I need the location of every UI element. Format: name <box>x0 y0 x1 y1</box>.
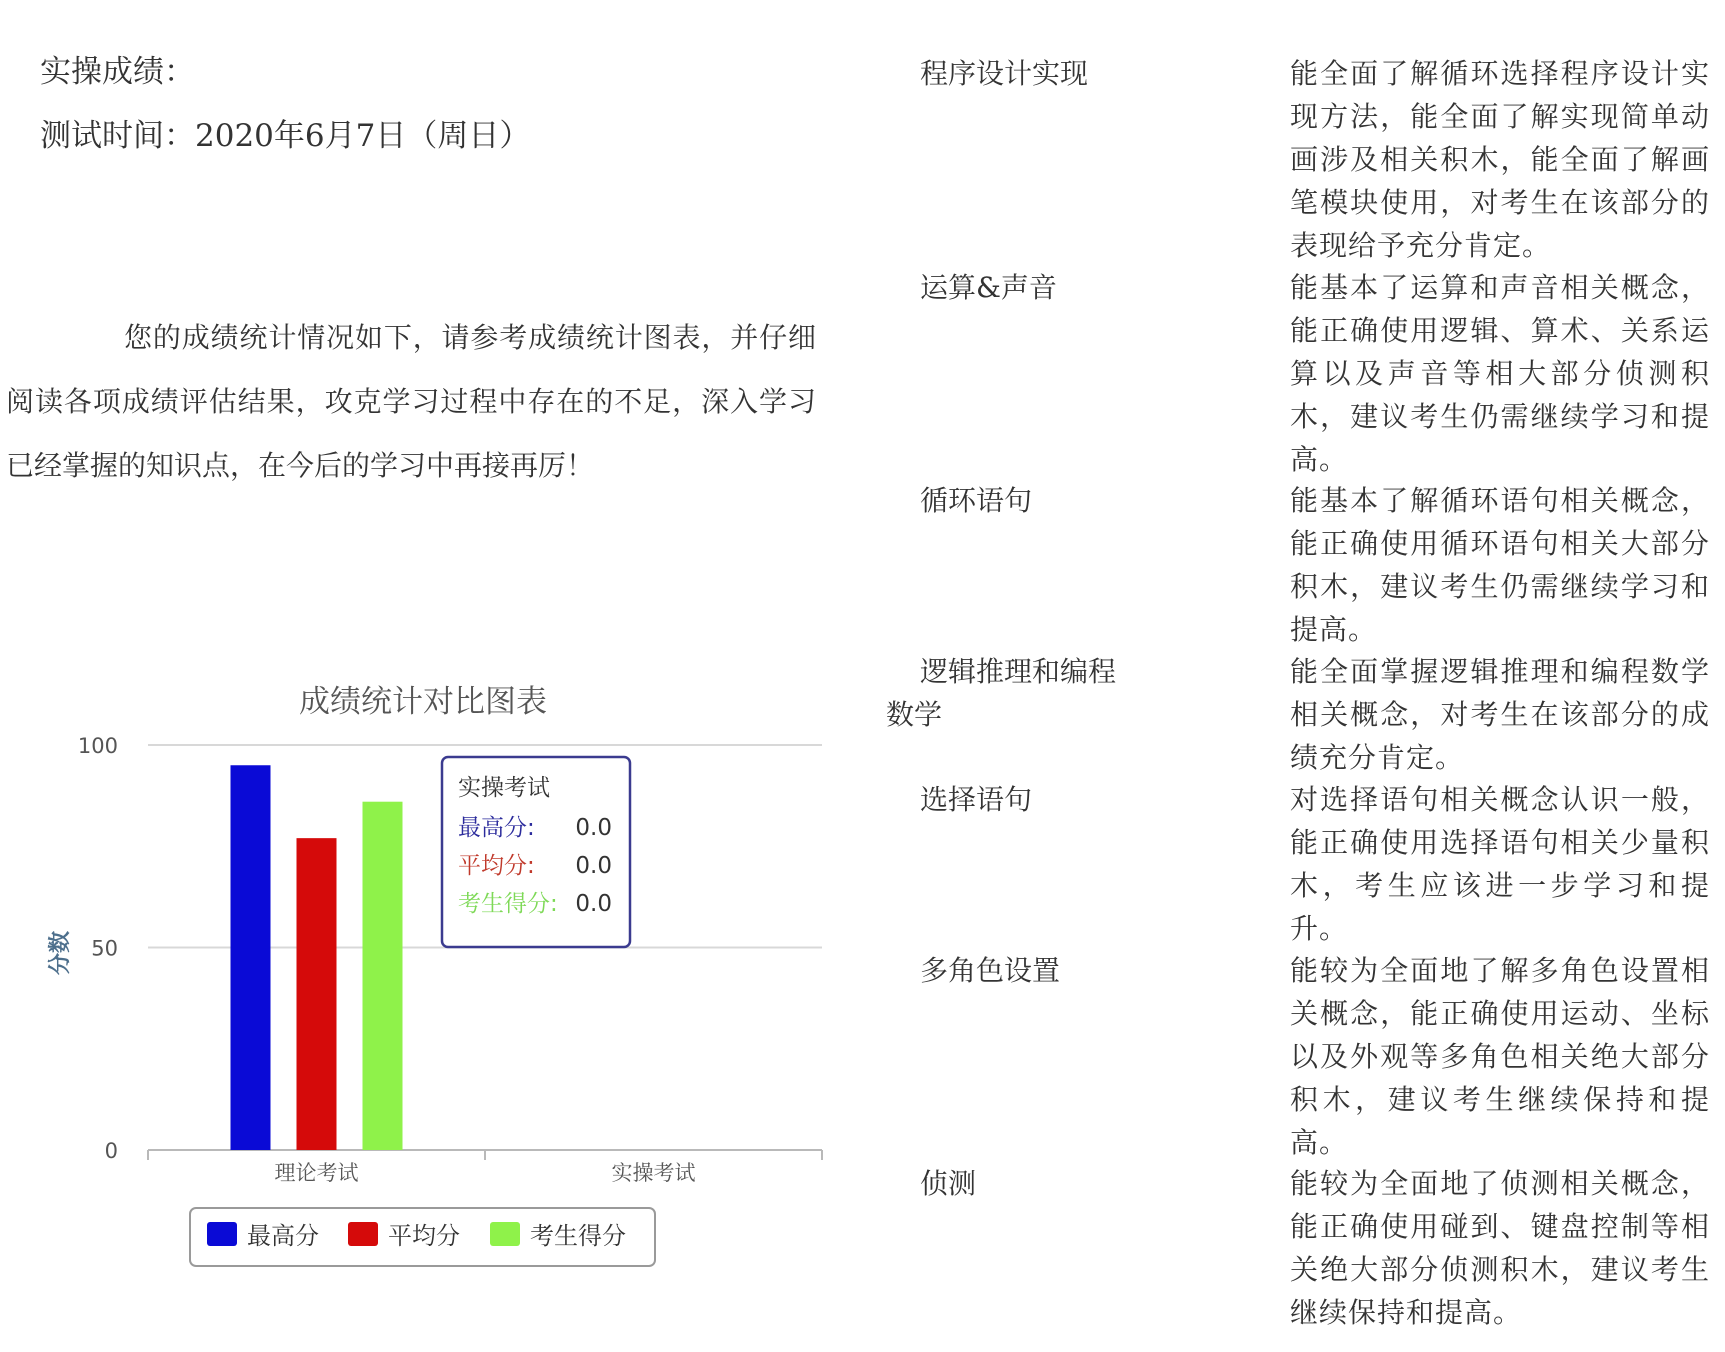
bar <box>231 765 271 1150</box>
legend-item: 平均分 <box>388 1222 460 1250</box>
assessment-topic: 循环语句 <box>920 484 1033 517</box>
score-comparison-chart <box>30 670 840 1285</box>
legend-swatch <box>207 1222 237 1246</box>
legend-swatch <box>490 1222 520 1246</box>
assessment-description: 能基本了解循环语句相关概念，能正确使用循环语句相关大部分积木，建议考生仍需继续学习和提高。 <box>1290 484 1710 646</box>
test-time: 测试时间：2020年6月7日（周日） <box>40 118 531 154</box>
assessment-topic: 侦测 <box>920 1167 977 1200</box>
legend-swatch <box>348 1222 378 1246</box>
assessment-description: 能较为全面地了侦测相关概念，能正确使用碰到、键盘控制等相关绝大部分侦测积木，建议考生继续保持和提高。 <box>1290 1167 1710 1329</box>
tooltip-label: 平均分: <box>458 853 535 879</box>
assessment-description: 对选择语句相关概念认识一般，能正确使用选择语句相关少量积木，考生应该进一步学习和提升。 <box>1290 783 1710 945</box>
y-tick-label: 50 <box>91 936 118 961</box>
tooltip <box>442 757 630 947</box>
legend-item: 最高分 <box>247 1222 319 1250</box>
legend-item: 考生得分 <box>530 1222 626 1250</box>
intro-paragraph: 您的成绩统计情况如下，请参考成绩统计图表，并仔细阅读各项成绩评估结果，攻克学习过程中存在的不足，深入学习已经掌握的知识点，在今后的学习中再接再厉！ <box>6 321 816 482</box>
tooltip-title: 实操考试 <box>458 775 550 801</box>
assessment-description: 能全面掌握逻辑推理和编程数学相关概念，对考生在该部分的成绩充分肯定。 <box>1290 655 1710 774</box>
assessment-description: 能基本了运算和声音相关概念，能正确使用逻辑、算术、关系运算以及声音等相大部分侦测积木，建议考生仍需继续学习和提高。 <box>1290 271 1710 476</box>
x-tick-label: 理论考试 <box>274 1161 359 1185</box>
assessment-topic: 程序设计实现 <box>920 57 1089 90</box>
assessment-topic: 逻辑推理和编程数学 <box>886 655 1117 731</box>
tooltip-value: 0.0 <box>575 891 612 917</box>
tooltip-label: 最高分: <box>458 815 535 841</box>
assessment-topic: 多角色设置 <box>920 954 1061 987</box>
tooltip-label: 考生得分: <box>458 891 558 917</box>
bar <box>363 802 403 1150</box>
score-heading: 实操成绩： <box>40 54 195 90</box>
y-tick-label: 100 <box>77 734 118 758</box>
bars <box>231 765 403 1150</box>
assessment-topic: 运算&声音 <box>920 271 1057 304</box>
bar <box>297 838 337 1150</box>
y-tick-label: 0 <box>104 1139 118 1163</box>
assessment-topic: 选择语句 <box>920 783 1033 816</box>
chart-title: 成绩统计对比图表 <box>299 684 547 720</box>
assessment-description: 能全面了解循环选择程序设计实现方法，能全面了解实现简单动画涉及相关积木，能全面了解画笔模块使用，对考生在该部分的表现给予充分肯定。 <box>1290 57 1710 262</box>
x-tick-label: 实操考试 <box>611 1161 696 1185</box>
tooltip-value: 0.0 <box>575 815 612 841</box>
assessment-description: 能较为全面地了解多角色设置相关概念，能正确使用运动、坐标以及外观等多角色相关绝大部分积木，建议考生继续保持和提高。 <box>1290 954 1710 1159</box>
legend[interactable] <box>190 1208 655 1266</box>
tooltip-value: 0.0 <box>575 853 612 879</box>
y-axis-label: 分数 <box>48 930 73 976</box>
